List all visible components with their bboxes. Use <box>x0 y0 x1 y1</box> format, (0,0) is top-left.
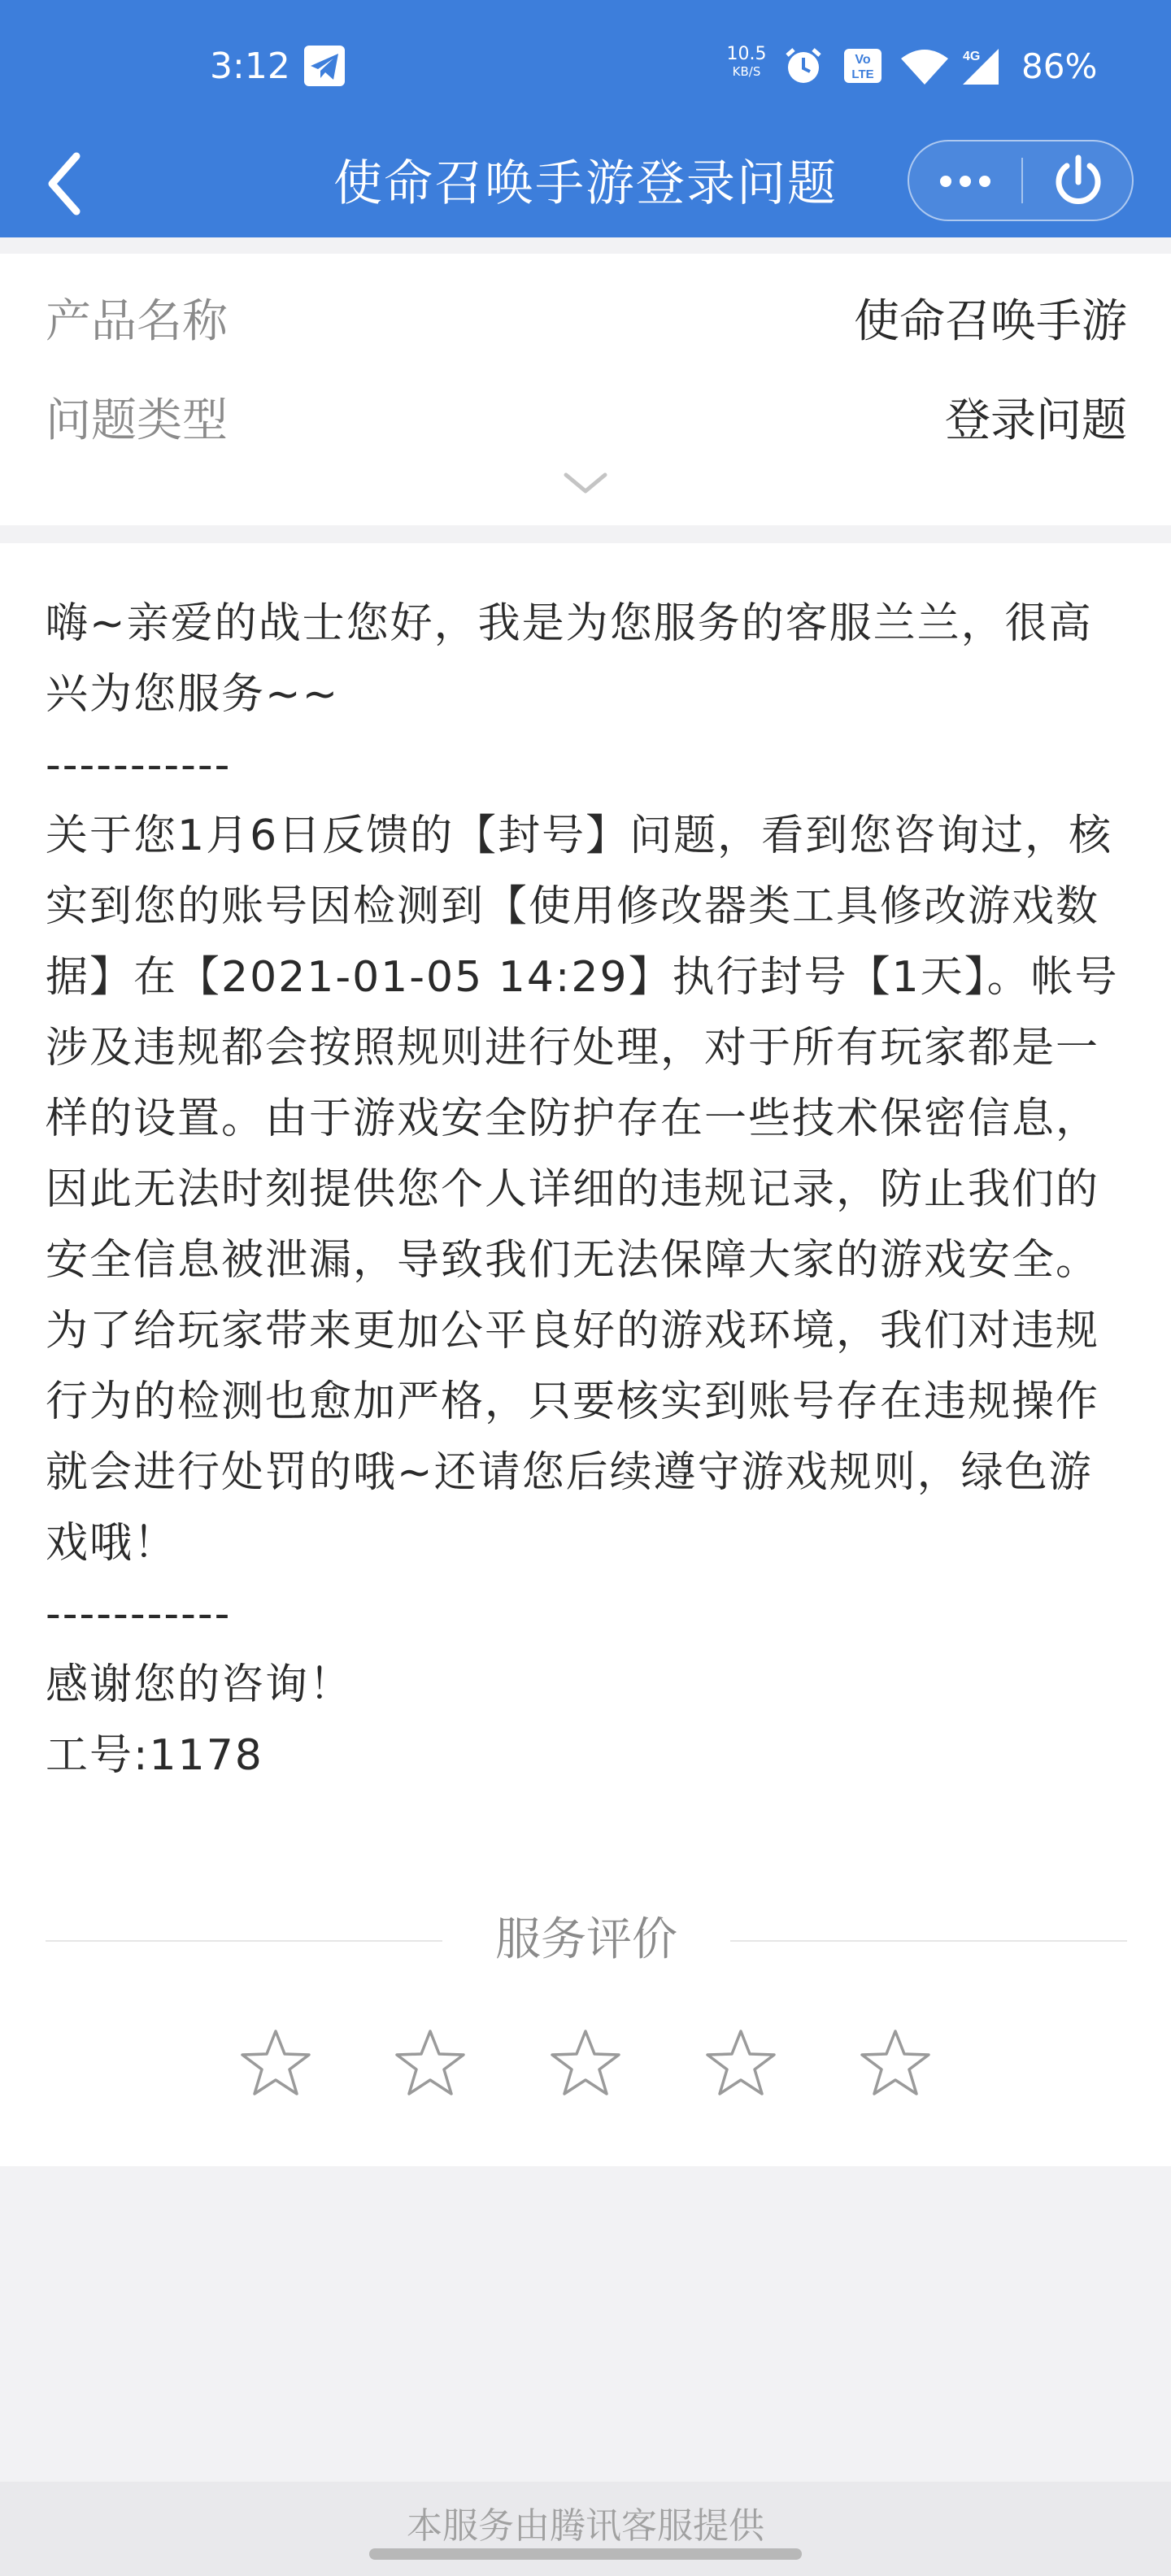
reply-body <box>46 589 1127 1791</box>
svg-text:LTE: LTE <box>851 67 874 81</box>
app-header <box>0 0 1171 237</box>
close-power-icon[interactable] <box>1025 141 1132 220</box>
thanks-text: 感谢您的咨询！ <box>46 1660 354 1709</box>
net-speed <box>720 46 773 80</box>
svg-text:Vo: Vo <box>855 53 871 67</box>
star-icon[interactable] <box>549 2026 622 2100</box>
status-time: 3:12 <box>210 46 290 87</box>
page-title: 使命召唤手游登录问题 <box>333 155 838 212</box>
star-icon[interactable] <box>394 2026 467 2100</box>
svg-text:4G: 4G <box>963 50 981 63</box>
capsule-divider <box>1021 158 1023 203</box>
mini-program-capsule <box>908 140 1134 221</box>
footer-provider-text: 本服务由腾讯客服提供 <box>407 2505 764 2547</box>
ticket-info-card <box>0 254 1171 525</box>
staff-id-text: 工号:1178 <box>46 1731 263 1780</box>
service-rating-header <box>46 1899 1127 1981</box>
divider-text: ----------- <box>46 741 232 790</box>
home-indicator[interactable] <box>369 2548 802 2560</box>
footer <box>0 2482 1171 2576</box>
issue-type-value: 登录问题 <box>945 394 1127 447</box>
more-options-button[interactable] <box>909 141 1021 220</box>
net-speed-value: 10.5 <box>726 44 767 64</box>
star-icon[interactable] <box>704 2026 777 2100</box>
product-value: 使命召唤手游 <box>854 295 1127 348</box>
star-icon[interactable] <box>239 2026 312 2100</box>
back-arrow-icon[interactable] <box>41 150 93 218</box>
greeting-text: 嗨~亲爱的战士您好，我是为您服务的客服兰兰，很高兴为您服务~~ <box>46 599 1093 719</box>
product-row <box>46 289 1127 355</box>
product-label: 产品名称 <box>46 295 228 348</box>
title-bar <box>0 133 1171 237</box>
wifi-icon <box>899 46 950 86</box>
rating-stars <box>0 2026 1171 2108</box>
telegram-icon <box>303 44 346 88</box>
divider-text: ----------- <box>46 1590 232 1638</box>
service-rating-label: 服务评价 <box>495 1913 677 1966</box>
cellular-signal-icon <box>958 46 1003 86</box>
status-bar <box>0 0 1171 133</box>
volte-icon <box>842 46 883 86</box>
net-speed-unit: KB/S <box>732 64 761 79</box>
alarm-icon <box>782 46 825 86</box>
reply-message-card <box>0 543 1171 2166</box>
issue-type-label: 问题类型 <box>46 394 228 447</box>
reply-content-text: 关于您1月6日反馈的【封号】问题，看到您咨询过，核实到您的账号因检测到【使用修改器类工具修改游戏数据】在【2021-01-05 14:29】执行封号【1天】。帐号涉及违规都会按照规则进行处理，对于所有玩家都是一样的设置。由于游戏安全防护存在一些技术保密信息，因此无法时刻提供您个人详细的违规记录，防止我们的安全信息被泄漏，导致我们无法保障大家的游戏安全。为了给玩家带来更加公平良好的游戏环境，我们对违规行为的检测也愈加严格，只要核实到账号存在违规操作就会进行处罚的哦~还请您后续遵守游戏规则，绿色游戏哦！ <box>46 812 1119 1568</box>
star-icon[interactable] <box>859 2026 932 2100</box>
battery-percent: 86% <box>1021 46 1098 86</box>
issue-type-row <box>46 389 1127 454</box>
chevron-down-icon[interactable] <box>561 468 610 498</box>
